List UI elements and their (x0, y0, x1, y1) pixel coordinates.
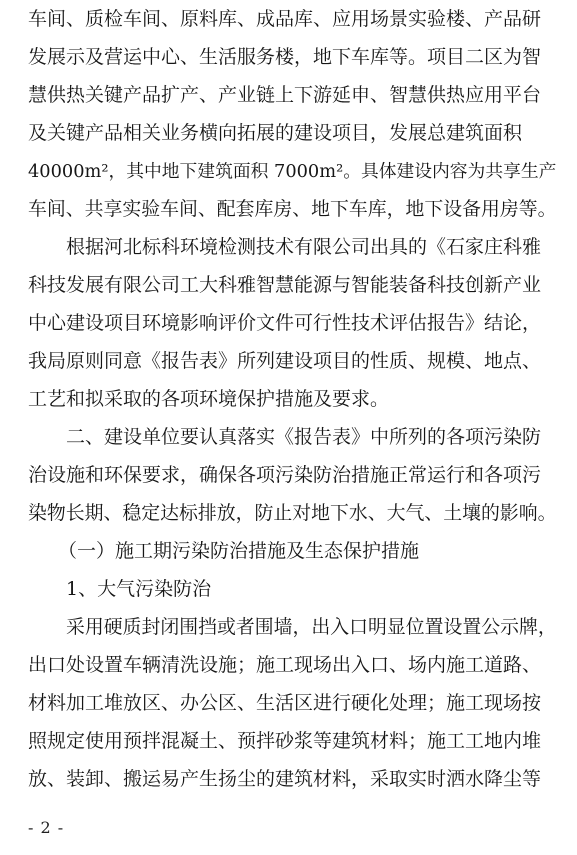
text-line-content: 材料加工堆放区、办公区、生活区进行硬化处理；施工现场按 (28, 692, 542, 714)
text-line-content: 慧供热关键产品扩产、产业链上下游延申、智慧供热应用平台 (28, 84, 542, 106)
text-line-content: 根据河北标科环境检测技术有限公司出具的《石家庄科雅 (66, 236, 542, 258)
text-line-content: 二、建设单位要认真落实《报告表》中所列的各项污染防 (66, 426, 542, 448)
text-line-content: 车间、质检车间、原料库、成品库、应用场景实验楼、产品研 (28, 8, 542, 30)
text-line-content: （一）施工期污染防治措施及生态保护措施 (58, 540, 420, 562)
text-line-content: 及关键产品相关业务横向拓展的建设项目，发展总建筑面积 (28, 122, 523, 144)
text-line-content: 采用硬质封闭围挡或者围墙，出入口明显位置设置公示牌， (66, 616, 557, 638)
text-line (0, 306, 577, 340)
text-line (0, 2, 577, 36)
text-line-content: 车间、共享实验车间、配套库房、地下车库，地下设备用房等。 (28, 198, 557, 220)
text-line (0, 534, 577, 568)
text-line (0, 686, 577, 720)
text-line (0, 78, 577, 112)
text-line (0, 496, 577, 530)
text-line (0, 458, 577, 492)
text-line-content: 放、装卸、搬运易产生扬尘的建筑材料，采取实时洒水降尘等 (28, 768, 542, 790)
text-line (0, 382, 577, 416)
text-line-content: 照规定使用预拌混凝土、预拌砂浆等建筑材料；施工工地内堆 (28, 730, 542, 752)
text-line-content: 40000m²，其中地下建筑面积 7000m²。具体建设内容为共享生产 (28, 161, 557, 182)
text-line (0, 420, 577, 454)
text-line-content: 中心建设项目环境影响评价文件可行性技术评估报告》结论， (28, 312, 542, 334)
text-line (0, 40, 577, 74)
text-line (0, 344, 577, 378)
text-line-content: 发展示及营运中心、生活服务楼，地下车库等。项目二区为智 (28, 46, 542, 68)
text-line-content: 科技发展有限公司工大科雅智慧能源与智能装备科技创新产业 (28, 274, 542, 296)
text-line-content: 工艺和拟采取的各项环境保护措施及要求。 (28, 388, 390, 410)
text-line (0, 572, 577, 606)
text-line (0, 610, 577, 644)
text-line (0, 116, 577, 150)
text-line-content: 出口处设置车辆清洗设施；施工现场出入口、场内施工道路、 (28, 654, 542, 676)
text-line (0, 268, 577, 302)
text-line (0, 230, 577, 264)
text-line-content: 治设施和环保要求，确保各项污染防治措施正常运行和各项污 (28, 464, 542, 486)
page-number: - 2 - (28, 818, 65, 837)
text-line (0, 154, 577, 188)
text-line-content: 染物长期、稳定达标排放，防止对地下水、大气、土壤的影响。 (28, 502, 557, 524)
text-line (0, 762, 577, 796)
text-line-content: 1、大气污染防治 (66, 578, 212, 600)
text-line (0, 724, 577, 758)
text-line-content: 我局原则同意《报告表》所列建设项目的性质、规模、地点、 (28, 350, 542, 372)
text-line (0, 192, 577, 226)
text-line (0, 648, 577, 682)
